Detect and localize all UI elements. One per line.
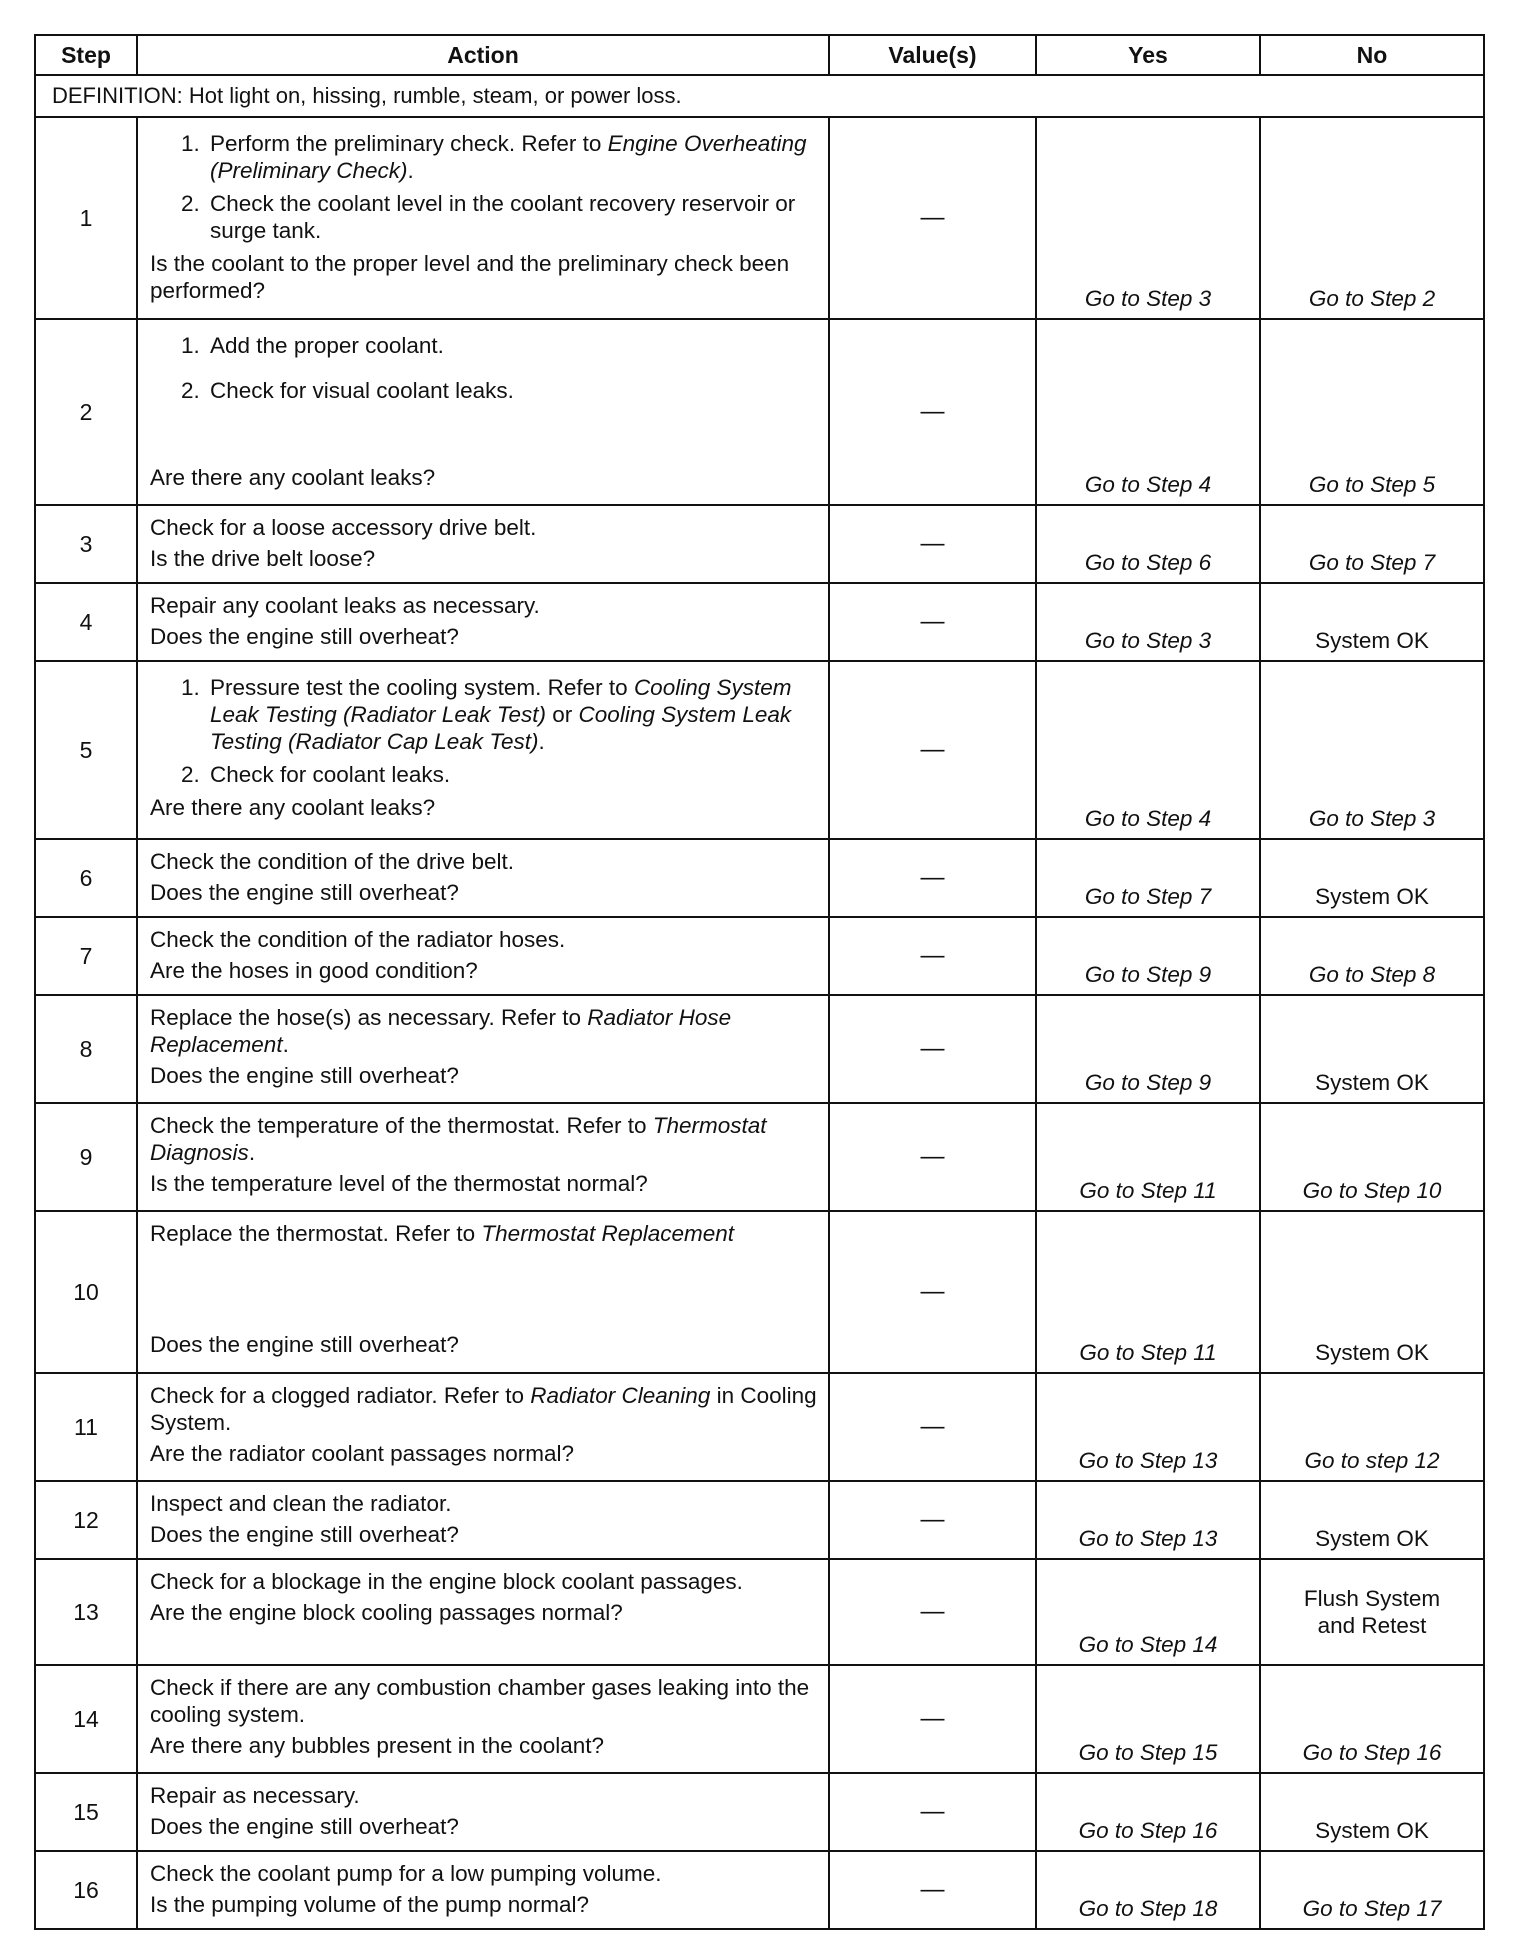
value-cell: — xyxy=(829,1211,1036,1373)
step-number: 10 xyxy=(35,1211,137,1373)
yes-cell: Go to Step 13 xyxy=(1036,1373,1260,1481)
table-row xyxy=(35,1773,1484,1851)
action-question: Are the radiator coolant passages normal? xyxy=(150,1441,574,1466)
action-text: Inspect and clean the radiator. xyxy=(150,1491,452,1516)
action-cell xyxy=(137,583,829,661)
action-question: Are the engine block cooling passages normal? xyxy=(150,1600,623,1625)
yes-cell: Go to Step 18 xyxy=(1036,1851,1260,1929)
action-cell xyxy=(137,1103,829,1211)
action-question: Are there any coolant leaks? xyxy=(150,465,436,490)
yes-cell: Go to Step 15 xyxy=(1036,1665,1260,1773)
value-cell: — xyxy=(829,1773,1036,1851)
value-cell: — xyxy=(829,1103,1036,1211)
no-cell: System OK xyxy=(1260,839,1484,917)
action-question: Does the engine still overheat? xyxy=(150,1063,459,1088)
action-text: Check the condition of the radiator hoses. xyxy=(150,927,566,952)
no-cell: Go to Step 10 xyxy=(1260,1103,1484,1211)
no-cell: Go to Step 17 xyxy=(1260,1851,1484,1929)
action-text: Check for a loose accessory drive belt. xyxy=(150,515,537,540)
yes-cell: Go to Step 14 xyxy=(1036,1559,1260,1665)
no-cell: System OK xyxy=(1260,1773,1484,1851)
action-cell xyxy=(137,839,829,917)
action-list-item: 2. Check for visual coolant leaks. xyxy=(206,377,818,404)
value-cell: — xyxy=(829,505,1036,583)
step-number: 6 xyxy=(35,839,137,917)
action-list-item: 1. Perform the preliminary check. Refer to Engine Overheating (Preliminary Check). xyxy=(206,130,818,184)
value-cell: — xyxy=(829,1559,1036,1665)
step-number: 7 xyxy=(35,917,137,995)
step-number: 3 xyxy=(35,505,137,583)
action-list xyxy=(150,130,818,244)
step-number: 9 xyxy=(35,1103,137,1211)
header-yes: Yes xyxy=(1036,35,1260,75)
step-number: 5 xyxy=(35,661,137,839)
action-text: Check for a clogged radiator. Refer to Radiator Cleaning in Cooling System. xyxy=(150,1383,817,1435)
header-no: No xyxy=(1260,35,1484,75)
action-question: Is the pumping volume of the pump normal? xyxy=(150,1892,589,1917)
action-question: Are there any bubbles present in the coolant? xyxy=(150,1733,605,1758)
step-number: 16 xyxy=(35,1851,137,1929)
action-list-item: 1. Add the proper coolant. xyxy=(206,332,818,359)
value-cell: — xyxy=(829,1373,1036,1481)
value-cell: — xyxy=(829,583,1036,661)
value-cell: — xyxy=(829,917,1036,995)
no-cell: Go to Step 7 xyxy=(1260,505,1484,583)
action-list-item: 2. Check for coolant leaks. xyxy=(206,761,818,788)
action-list-item: 2. Check the coolant level in the coolant recovery reservoir or surge tank. xyxy=(206,190,818,244)
action-text: Check the condition of the drive belt. xyxy=(150,849,514,874)
action-cell xyxy=(137,1665,829,1773)
step-number: 8 xyxy=(35,995,137,1103)
table-row xyxy=(35,505,1484,583)
action-cell xyxy=(137,117,829,319)
no-cell: Go to Step 3 xyxy=(1260,661,1484,839)
action-text: Check the temperature of the thermostat. Refer to Thermostat Diagnosis. xyxy=(150,1113,767,1165)
value-cell: — xyxy=(829,117,1036,319)
yes-cell: Go to Step 4 xyxy=(1036,661,1260,839)
table-row xyxy=(35,917,1484,995)
action-list xyxy=(150,332,818,404)
yes-cell: Go to Step 16 xyxy=(1036,1773,1260,1851)
no-cell: Go to Step 8 xyxy=(1260,917,1484,995)
definition-text: DEFINITION: Hot light on, hissing, rumble, steam, or power loss. xyxy=(35,75,1484,117)
no-cell: Go to Step 16 xyxy=(1260,1665,1484,1773)
action-list-item: 1. Pressure test the cooling system. Refer to Cooling System Leak Testing (Radiator Leak Test) or Cooling System Leak Testing (Radiator Cap Leak Test). xyxy=(206,674,818,755)
value-cell: — xyxy=(829,319,1036,505)
no-cell: System OK xyxy=(1260,1481,1484,1559)
action-text: Check the coolant pump for a low pumping volume. xyxy=(150,1861,662,1886)
yes-cell: Go to Step 13 xyxy=(1036,1481,1260,1559)
action-question: Is the drive belt loose? xyxy=(150,546,376,571)
table-row xyxy=(35,1211,1484,1373)
action-cell xyxy=(137,1851,829,1929)
step-number: 13 xyxy=(35,1559,137,1665)
value-cell: — xyxy=(829,839,1036,917)
action-text: Replace the thermostat. Refer to Thermostat Replacement xyxy=(150,1221,735,1246)
table-row xyxy=(35,583,1484,661)
table-row xyxy=(35,1373,1484,1481)
table-row xyxy=(35,117,1484,319)
action-question: Does the engine still overheat? xyxy=(150,880,459,905)
no-cell: System OK xyxy=(1260,583,1484,661)
action-question: Are the hoses in good condition? xyxy=(150,958,478,983)
step-number: 14 xyxy=(35,1665,137,1773)
action-cell xyxy=(137,1481,829,1559)
action-list xyxy=(150,674,818,788)
table-row xyxy=(35,839,1484,917)
step-number: 2 xyxy=(35,319,137,505)
table-row xyxy=(35,1103,1484,1211)
action-cell xyxy=(137,1373,829,1481)
action-cell xyxy=(137,505,829,583)
no-cell: System OK xyxy=(1260,995,1484,1103)
step-number: 4 xyxy=(35,583,137,661)
action-question: Does the engine still overheat? xyxy=(150,1522,459,1547)
yes-cell: Go to Step 11 xyxy=(1036,1211,1260,1373)
action-text: Repair any coolant leaks as necessary. xyxy=(150,593,540,618)
step-number: 1 xyxy=(35,117,137,319)
value-cell: — xyxy=(829,1851,1036,1929)
action-text: Check if there are any combustion chamber gases leaking into the cooling system. xyxy=(150,1675,810,1727)
value-cell: — xyxy=(829,1481,1036,1559)
action-question: Is the coolant to the proper level and the preliminary check been performed? xyxy=(150,251,790,303)
no-cell: System OK xyxy=(1260,1211,1484,1373)
action-question: Does the engine still overheat? xyxy=(150,624,459,649)
header-row xyxy=(35,35,1484,75)
header-action: Action xyxy=(137,35,829,75)
table-row xyxy=(35,1559,1484,1665)
action-cell xyxy=(137,995,829,1103)
action-text: Replace the hose(s) as necessary. Refer to Radiator Hose Replacement. xyxy=(150,1005,732,1057)
value-cell: — xyxy=(829,995,1036,1103)
definition-row xyxy=(35,75,1484,117)
action-question: Does the engine still overheat? xyxy=(150,1332,459,1357)
value-cell: — xyxy=(829,1665,1036,1773)
diagnostic-table xyxy=(34,34,1485,1930)
no-cell: Flush System and Retest xyxy=(1260,1559,1484,1665)
action-text: Check for a blockage in the engine block coolant passages. xyxy=(150,1569,743,1594)
action-cell xyxy=(137,917,829,995)
action-question: Is the temperature level of the thermostat normal? xyxy=(150,1171,648,1196)
yes-cell: Go to Step 7 xyxy=(1036,839,1260,917)
action-question: Does the engine still overheat? xyxy=(150,1814,459,1839)
no-cell: Go to Step 5 xyxy=(1260,319,1484,505)
yes-cell: Go to Step 9 xyxy=(1036,917,1260,995)
table-row xyxy=(35,1851,1484,1929)
yes-cell: Go to Step 6 xyxy=(1036,505,1260,583)
table-row xyxy=(35,661,1484,839)
step-number: 15 xyxy=(35,1773,137,1851)
step-number: 11 xyxy=(35,1373,137,1481)
yes-cell: Go to Step 4 xyxy=(1036,319,1260,505)
yes-cell: Go to Step 9 xyxy=(1036,995,1260,1103)
yes-cell: Go to Step 3 xyxy=(1036,583,1260,661)
yes-cell: Go to Step 3 xyxy=(1036,117,1260,319)
action-question: Are there any coolant leaks? xyxy=(150,795,436,820)
action-cell xyxy=(137,1211,829,1373)
action-cell xyxy=(137,1559,829,1665)
yes-cell: Go to Step 11 xyxy=(1036,1103,1260,1211)
table-row xyxy=(35,1665,1484,1773)
table-row xyxy=(35,1481,1484,1559)
table-row xyxy=(35,995,1484,1103)
step-number: 12 xyxy=(35,1481,137,1559)
no-cell: Go to Step 2 xyxy=(1260,117,1484,319)
action-cell xyxy=(137,1773,829,1851)
no-cell: Go to step 12 xyxy=(1260,1373,1484,1481)
header-values: Value(s) xyxy=(829,35,1036,75)
action-cell xyxy=(137,661,829,839)
table-row xyxy=(35,319,1484,505)
action-text: Repair as necessary. xyxy=(150,1783,360,1808)
action-cell xyxy=(137,319,829,505)
header-step: Step xyxy=(35,35,137,75)
value-cell: — xyxy=(829,661,1036,839)
diagnostic-table-page xyxy=(34,34,1484,1930)
